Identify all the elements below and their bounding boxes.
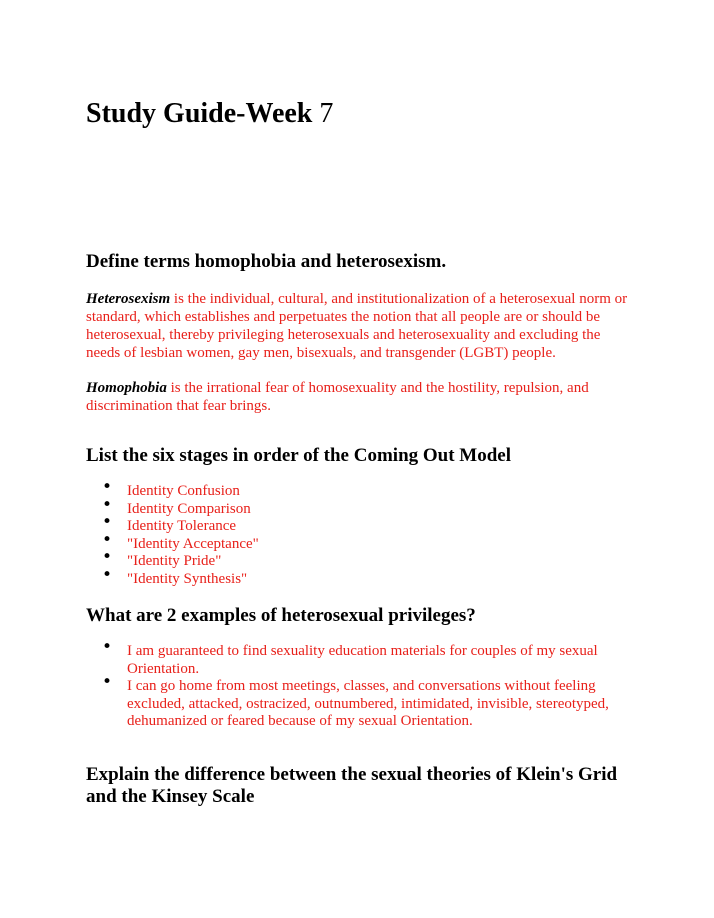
list-item: [86, 564, 634, 589]
section-definitions: [86, 251, 634, 415]
definition-heterosexism: [86, 290, 634, 362]
stages-list: [86, 477, 634, 589]
bullet-icon: •: [102, 529, 113, 550]
bullet-icon: •: [102, 494, 113, 515]
list-item: [86, 529, 634, 554]
list-item: [86, 547, 634, 571]
section-heading-privileges: What are 2 examples of heterosexual privileges?: [86, 605, 476, 626]
list-item: [86, 494, 634, 519]
privileges-list: [86, 637, 634, 731]
bullet-icon: •: [102, 477, 113, 497]
section-coming-out-model: [86, 445, 634, 589]
definition-heterosexism-text: is the individual, cultural, and institutionalization of a heterosexual norm or standard, which establishes and perpetuates the notion that all people are or should be heterosexual, thereby privileging heterosexuals and heterosexuality and excluding the needs of lesbian women, gay men, bisexuals, and transgender (LGBT) people.: [86, 291, 628, 361]
title-text: Study Guide-Week: [86, 98, 313, 129]
definition-homophobia-text: is the irrational fear of homosexuality and the hostility, repulsion, and discrimination that fear brings.: [86, 380, 589, 414]
stage-label: Identity Confusion: [127, 483, 240, 499]
list-item: [86, 477, 634, 501]
privilege-text: I can go home from most meetings, classes, and conversations without feeling excluded, attacked, ostracized, outnumbered, intimidated, invisible, stereotyped, dehumanized or feared because of my sexual Orientation.: [127, 678, 609, 730]
stage-label: Identity Comparison: [127, 500, 251, 517]
term-heterosexism: Heterosexism: [86, 291, 171, 307]
stage-label: "Identity Pride": [127, 553, 222, 570]
week-number: 7: [319, 98, 334, 129]
bullet-icon: •: [102, 637, 113, 657]
list-item: [86, 672, 634, 731]
stage-label: "Identity Synthesis": [127, 570, 248, 587]
definition-homophobia: [86, 379, 634, 415]
privilege-text: I am guaranteed to find sexuality education materials for couples of my sexual Orientation.: [127, 643, 598, 677]
stage-label: Identity Tolerance: [127, 518, 237, 535]
section-heading-coming-out: List the six stages in order of the Coming Out Model: [86, 445, 512, 466]
section-sexual-theories: [86, 764, 634, 808]
list-item: [86, 512, 634, 536]
stage-label: "Identity Acceptance": [127, 535, 259, 552]
section-heading-definitions: Define terms homophobia and heterosexism.: [86, 251, 447, 272]
bullet-icon: •: [102, 672, 113, 693]
document-title: [86, 96, 333, 132]
term-homophobia: Homophobia: [86, 380, 167, 396]
list-item: [86, 637, 634, 678]
section-heading-theories: Explain the difference between the sexual theories of Klein's Grid and the Kinsey Scale: [86, 764, 618, 807]
bullet-icon: •: [102, 512, 113, 533]
section-heterosexual-privileges: [86, 605, 634, 731]
bullet-icon: •: [102, 547, 113, 568]
bullet-icon: •: [102, 564, 113, 585]
